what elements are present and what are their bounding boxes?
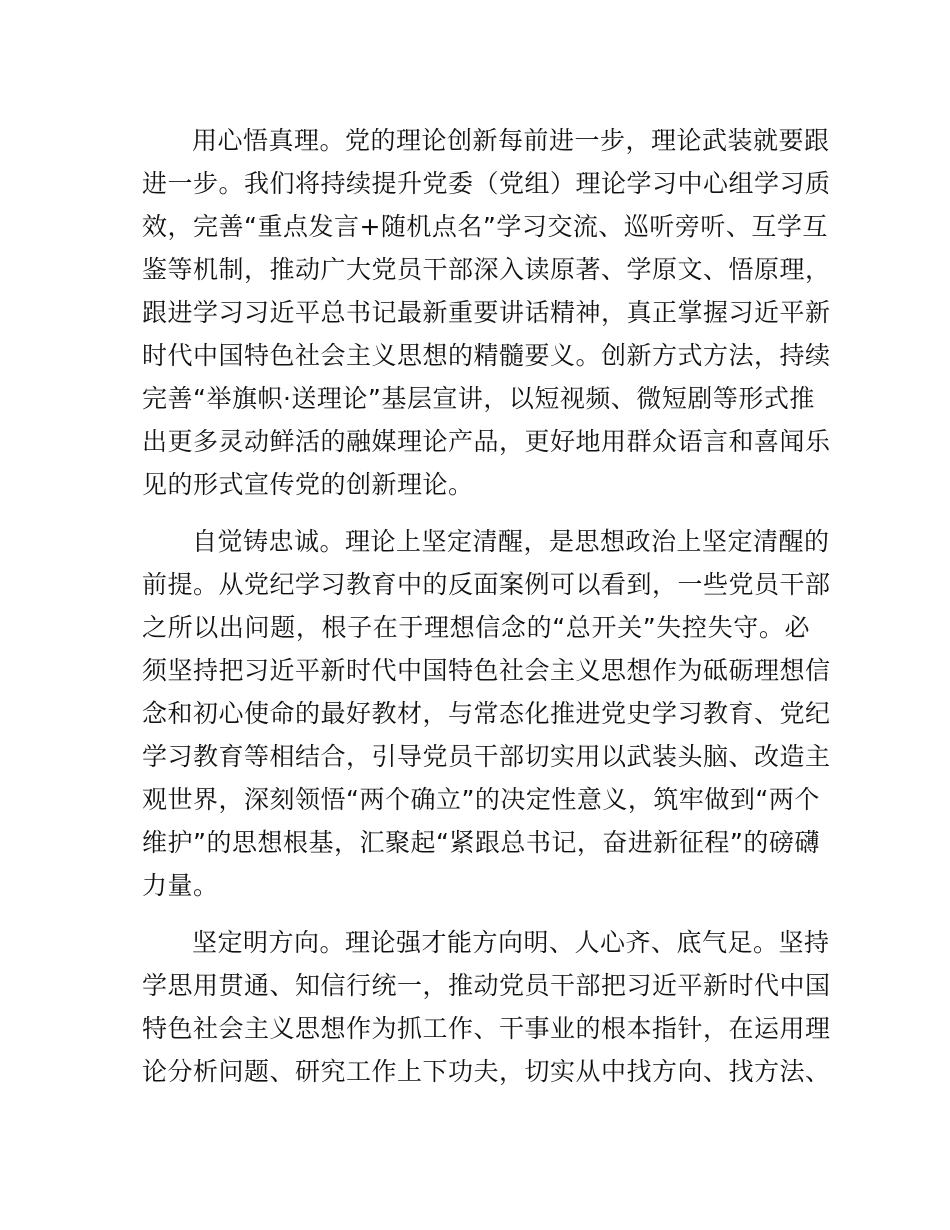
text-line: 观世界，深刻领悟“两个确立”的决定性意义，筑牢做到“两个 xyxy=(142,785,820,814)
text-line: 力量。 xyxy=(142,871,219,900)
text-line: 学思用贯通、知信行统一，推动党员干部把习近平新时代中国 xyxy=(142,971,831,1000)
paragraph-3 xyxy=(142,921,831,1093)
text-line: 见的形式宣传党的创新理论。 xyxy=(142,470,474,499)
paragraph-1 xyxy=(142,119,831,506)
document-page xyxy=(142,119,831,1107)
text-line: 跟进学习习近平总书记最新重要讲话精神，真正掌握习近平新 xyxy=(142,298,831,327)
text-line: 之所以出问题，根子在于理想信念的“总开关”失控失守。必 xyxy=(142,613,810,642)
text-line: 维护”的思想根基，汇聚起“紧跟总书记，奋进新征程”的磅礴 xyxy=(142,828,820,857)
text-line: 前提。从党纪学习教育中的反面案例可以看到，一些党员干部 xyxy=(142,570,831,599)
text-line: 坚定明方向。理论强才能方向明、人心齐、底气足。坚持 xyxy=(192,928,830,957)
text-line: 学习教育等相结合，引导党员干部切实用以武装头脑、改造主 xyxy=(142,742,831,771)
text-line: 进一步。我们将持续提升党委（党组）理论学习中心组学习质 xyxy=(142,169,831,198)
text-line: 论分析问题、研究工作上下功夫，切实从中找方向、找方法、 xyxy=(142,1057,831,1086)
text-line: 完善“举旗帜·送理论”基层宣讲，以短视频、微短剧等形式推 xyxy=(142,384,815,413)
text-line: 鉴等机制，推动广大党员干部深入读原著、学原文、悟原理， xyxy=(142,255,831,284)
text-line: 用心悟真理。党的理论创新每前进一步，理论武装就要跟 xyxy=(192,126,830,155)
paragraph-2 xyxy=(142,520,831,907)
text-line: 须坚持把习近平新时代中国特色社会主义思想作为砥砺理想信 xyxy=(142,656,831,685)
text-line: 时代中国特色社会主义思想的精髓要义。创新方式方法，持续 xyxy=(142,341,831,370)
text-line: 效，完善“重点发言+随机点名”学习交流、巡听旁听、互学互 xyxy=(142,212,828,241)
text-line: 特色社会主义思想作为抓工作、干事业的根本指针，在运用理 xyxy=(142,1014,831,1043)
text-line: 念和初心使命的最好教材，与常态化推进党史学习教育、党纪 xyxy=(142,699,831,728)
text-line: 出更多灵动鲜活的融媒理论产品，更好地用群众语言和喜闻乐 xyxy=(142,427,831,456)
text-line: 自觉铸忠诚。理论上坚定清醒，是思想政治上坚定清醒的 xyxy=(192,527,830,556)
